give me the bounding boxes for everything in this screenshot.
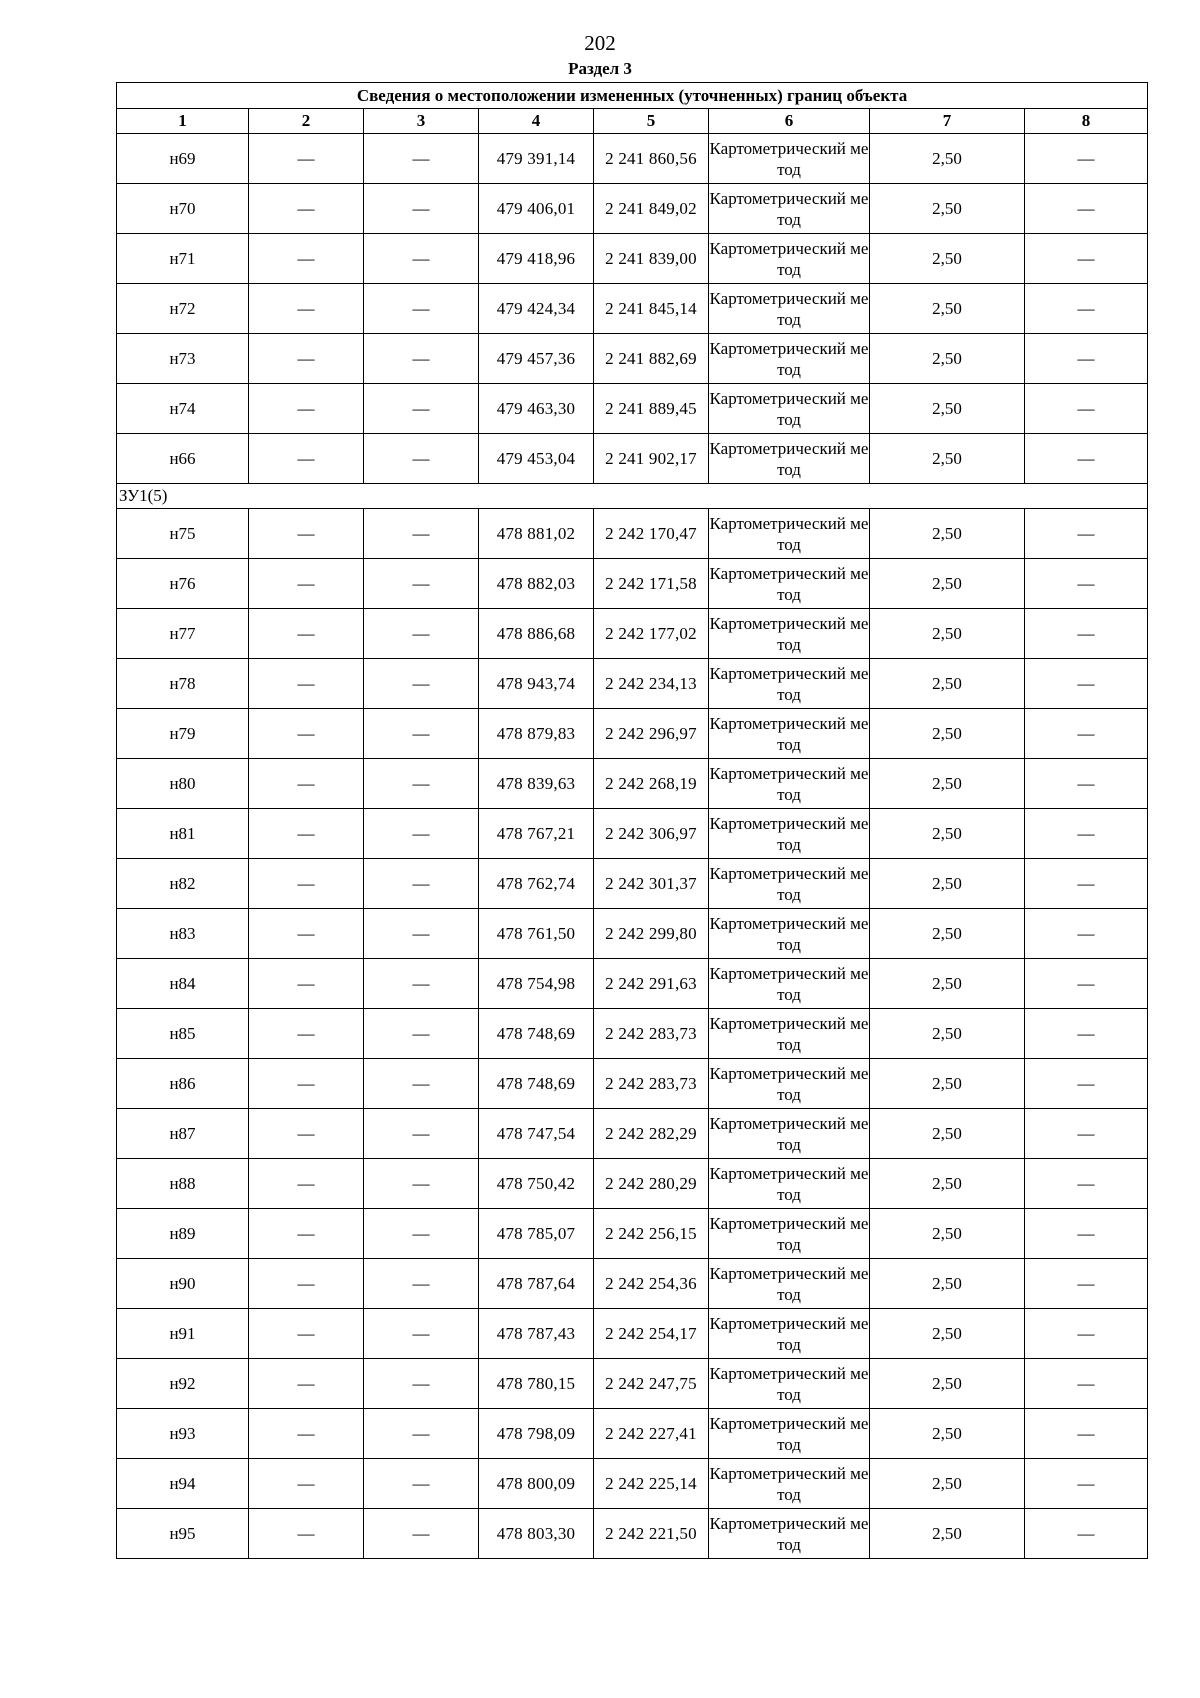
x-coordinate-cell: 478 750,42 — [479, 1159, 594, 1209]
point-number-cell: н84 — [117, 959, 249, 1009]
column-8-cell: — — [1025, 1159, 1148, 1209]
column-2-cell: — — [249, 1159, 364, 1209]
column-8-cell: — — [1025, 709, 1148, 759]
precision-cell: 2,50 — [870, 1209, 1025, 1259]
table-row — [117, 334, 1148, 384]
column-2-cell: — — [249, 959, 364, 1009]
column-2-cell: — — [249, 859, 364, 909]
column-8-cell: — — [1025, 1209, 1148, 1259]
method-cell: Картометрический метод — [709, 1409, 870, 1459]
column-2-cell: — — [249, 1059, 364, 1109]
table-row — [117, 1159, 1148, 1209]
column-8-cell: — — [1025, 1059, 1148, 1109]
point-number-cell: н70 — [117, 184, 249, 234]
x-coordinate-cell: 478 748,69 — [479, 1059, 594, 1109]
precision-cell: 2,50 — [870, 184, 1025, 234]
y-coordinate-cell: 2 241 889,45 — [594, 384, 709, 434]
x-coordinate-cell: 478 879,83 — [479, 709, 594, 759]
column-3-cell: — — [364, 434, 479, 484]
column-2-cell: — — [249, 1509, 364, 1559]
x-coordinate-cell: 478 767,21 — [479, 809, 594, 859]
method-cell: Картометрический метод — [709, 559, 870, 609]
point-number-cell: н76 — [117, 559, 249, 609]
column-3-cell: — — [364, 659, 479, 709]
table-row — [117, 1409, 1148, 1459]
x-coordinate-cell: 478 943,74 — [479, 659, 594, 709]
column-8-cell: — — [1025, 384, 1148, 434]
column-8-cell: — — [1025, 559, 1148, 609]
point-number-cell: н82 — [117, 859, 249, 909]
precision-cell: 2,50 — [870, 284, 1025, 334]
x-coordinate-cell: 478 882,03 — [479, 559, 594, 609]
column-2-cell: — — [249, 509, 364, 559]
method-cell: Картометрический метод — [709, 434, 870, 484]
method-cell: Картометрический метод — [709, 1359, 870, 1409]
column-3-cell: — — [364, 1109, 479, 1159]
x-coordinate-cell: 478 881,02 — [479, 509, 594, 559]
column-8-cell: — — [1025, 184, 1148, 234]
precision-cell: 2,50 — [870, 1309, 1025, 1359]
y-coordinate-cell: 2 242 291,63 — [594, 959, 709, 1009]
method-cell: Картометрический метод — [709, 334, 870, 384]
x-coordinate-cell: 478 754,98 — [479, 959, 594, 1009]
point-number-cell: н88 — [117, 1159, 249, 1209]
y-coordinate-cell: 2 242 171,58 — [594, 559, 709, 609]
x-coordinate-cell: 479 406,01 — [479, 184, 594, 234]
table-row — [117, 759, 1148, 809]
precision-cell: 2,50 — [870, 859, 1025, 909]
column-header-5: 5 — [594, 109, 709, 134]
point-number-cell: н94 — [117, 1459, 249, 1509]
table-row — [117, 1459, 1148, 1509]
x-coordinate-cell: 478 780,15 — [479, 1359, 594, 1409]
y-coordinate-cell: 2 242 227,41 — [594, 1409, 709, 1459]
method-cell: Картометрический метод — [709, 509, 870, 559]
column-3-cell: — — [364, 1209, 479, 1259]
column-8-cell: — — [1025, 509, 1148, 559]
x-coordinate-cell: 479 418,96 — [479, 234, 594, 284]
x-coordinate-cell: 478 798,09 — [479, 1409, 594, 1459]
precision-cell: 2,50 — [870, 1509, 1025, 1559]
point-number-cell: н71 — [117, 234, 249, 284]
group-label: ЗУ1(5) — [117, 484, 1148, 509]
table-row — [117, 1259, 1148, 1309]
method-cell: Картометрический метод — [709, 284, 870, 334]
method-cell: Картометрический метод — [709, 184, 870, 234]
method-cell: Картометрический метод — [709, 759, 870, 809]
precision-cell: 2,50 — [870, 1459, 1025, 1509]
precision-cell: 2,50 — [870, 434, 1025, 484]
column-3-cell: — — [364, 1309, 479, 1359]
point-number-cell: н89 — [117, 1209, 249, 1259]
column-8-cell: — — [1025, 1309, 1148, 1359]
precision-cell: 2,50 — [870, 909, 1025, 959]
page-number: 202 — [584, 31, 616, 55]
table-row — [117, 134, 1148, 184]
table-row — [117, 184, 1148, 234]
group-row — [117, 484, 1148, 509]
point-number-cell: н90 — [117, 1259, 249, 1309]
precision-cell: 2,50 — [870, 334, 1025, 384]
precision-cell: 2,50 — [870, 134, 1025, 184]
column-2-cell: — — [249, 1409, 364, 1459]
y-coordinate-cell: 2 242 221,50 — [594, 1509, 709, 1559]
column-8-cell: — — [1025, 659, 1148, 709]
point-number-cell: н69 — [117, 134, 249, 184]
method-cell: Картометрический метод — [709, 1309, 870, 1359]
point-number-cell: н77 — [117, 609, 249, 659]
column-2-cell: — — [249, 134, 364, 184]
method-cell: Картометрический метод — [709, 1059, 870, 1109]
point-number-cell: н66 — [117, 434, 249, 484]
column-3-cell: — — [364, 809, 479, 859]
y-coordinate-cell: 2 242 280,29 — [594, 1159, 709, 1209]
precision-cell: 2,50 — [870, 234, 1025, 284]
table-row — [117, 1309, 1148, 1359]
x-coordinate-cell: 478 800,09 — [479, 1459, 594, 1509]
precision-cell: 2,50 — [870, 659, 1025, 709]
method-cell: Картометрический метод — [709, 609, 870, 659]
column-8-cell: — — [1025, 1509, 1148, 1559]
column-8-cell: — — [1025, 434, 1148, 484]
column-2-cell: — — [249, 759, 364, 809]
column-2-cell: — — [249, 334, 364, 384]
table-row — [117, 709, 1148, 759]
column-3-cell: — — [364, 1359, 479, 1409]
column-2-cell: — — [249, 609, 364, 659]
column-3-cell: — — [364, 184, 479, 234]
column-8-cell: — — [1025, 759, 1148, 809]
y-coordinate-cell: 2 241 845,14 — [594, 284, 709, 334]
column-3-cell: — — [364, 234, 479, 284]
column-3-cell: — — [364, 134, 479, 184]
column-2-cell: — — [249, 1109, 364, 1159]
column-2-cell: — — [249, 284, 364, 334]
column-3-cell: — — [364, 759, 479, 809]
column-3-cell: — — [364, 1409, 479, 1459]
column-8-cell: — — [1025, 1409, 1148, 1459]
column-8-cell: — — [1025, 234, 1148, 284]
point-number-cell: н87 — [117, 1109, 249, 1159]
column-2-cell: — — [249, 1259, 364, 1309]
table-row — [117, 559, 1148, 609]
precision-cell: 2,50 — [870, 1359, 1025, 1409]
x-coordinate-cell: 478 803,30 — [479, 1509, 594, 1559]
x-coordinate-cell: 479 457,36 — [479, 334, 594, 384]
column-2-cell: — — [249, 184, 364, 234]
column-8-cell: — — [1025, 859, 1148, 909]
column-8-cell: — — [1025, 959, 1148, 1009]
column-3-cell: — — [364, 334, 479, 384]
precision-cell: 2,50 — [870, 1159, 1025, 1209]
column-8-cell: — — [1025, 334, 1148, 384]
precision-cell: 2,50 — [870, 1259, 1025, 1309]
y-coordinate-cell: 2 242 306,97 — [594, 809, 709, 859]
column-8-cell: — — [1025, 1459, 1148, 1509]
method-cell: Картометрический метод — [709, 909, 870, 959]
column-2-cell: — — [249, 1309, 364, 1359]
y-coordinate-cell: 2 242 282,29 — [594, 1109, 709, 1159]
method-cell: Картометрический метод — [709, 384, 870, 434]
x-coordinate-cell: 478 747,54 — [479, 1109, 594, 1159]
y-coordinate-cell: 2 242 283,73 — [594, 1009, 709, 1059]
column-header-2: 2 — [249, 109, 364, 134]
column-header-1: 1 — [117, 109, 249, 134]
precision-cell: 2,50 — [870, 759, 1025, 809]
column-header-6: 6 — [709, 109, 870, 134]
section-title: Раздел 3 — [568, 59, 632, 78]
column-8-cell: — — [1025, 134, 1148, 184]
point-number-cell: н93 — [117, 1409, 249, 1459]
y-coordinate-cell: 2 242 177,02 — [594, 609, 709, 659]
method-cell: Картометрический метод — [709, 234, 870, 284]
point-number-cell: н80 — [117, 759, 249, 809]
x-coordinate-cell: 478 785,07 — [479, 1209, 594, 1259]
table-row — [117, 1109, 1148, 1159]
precision-cell: 2,50 — [870, 559, 1025, 609]
point-number-cell: н72 — [117, 284, 249, 334]
column-3-cell: — — [364, 284, 479, 334]
y-coordinate-cell: 2 241 882,69 — [594, 334, 709, 384]
column-3-cell: — — [364, 1009, 479, 1059]
column-3-cell: — — [364, 559, 479, 609]
column-2-cell: — — [249, 434, 364, 484]
precision-cell: 2,50 — [870, 709, 1025, 759]
x-coordinate-cell: 479 453,04 — [479, 434, 594, 484]
column-2-cell: — — [249, 1359, 364, 1409]
column-8-cell: — — [1025, 1109, 1148, 1159]
column-2-cell: — — [249, 1009, 364, 1059]
y-coordinate-cell: 2 242 296,97 — [594, 709, 709, 759]
column-8-cell: — — [1025, 1009, 1148, 1059]
column-3-cell: — — [364, 959, 479, 1009]
point-number-cell: н74 — [117, 384, 249, 434]
precision-cell: 2,50 — [870, 1009, 1025, 1059]
method-cell: Картометрический метод — [709, 134, 870, 184]
column-3-cell: — — [364, 509, 479, 559]
method-cell: Картометрический метод — [709, 1209, 870, 1259]
column-8-cell: — — [1025, 809, 1148, 859]
table-row — [117, 809, 1148, 859]
table-row — [117, 509, 1148, 559]
point-number-cell: н86 — [117, 1059, 249, 1109]
y-coordinate-cell: 2 242 234,13 — [594, 659, 709, 709]
precision-cell: 2,50 — [870, 1109, 1025, 1159]
column-8-cell: — — [1025, 284, 1148, 334]
y-coordinate-cell: 2 241 902,17 — [594, 434, 709, 484]
column-2-cell: — — [249, 384, 364, 434]
precision-cell: 2,50 — [870, 384, 1025, 434]
table-row — [117, 1009, 1148, 1059]
y-coordinate-cell: 2 241 860,56 — [594, 134, 709, 184]
table-caption: Сведения о местоположении измененных (уточненных) границ объекта — [117, 83, 1148, 109]
column-2-cell: — — [249, 1459, 364, 1509]
method-cell: Картометрический метод — [709, 959, 870, 1009]
column-3-cell: — — [364, 909, 479, 959]
method-cell: Картометрический метод — [709, 709, 870, 759]
coordinates-table — [116, 82, 1148, 1559]
table-header-row — [117, 109, 1148, 134]
precision-cell: 2,50 — [870, 509, 1025, 559]
method-cell: Картометрический метод — [709, 1259, 870, 1309]
x-coordinate-cell: 478 839,63 — [479, 759, 594, 809]
column-2-cell: — — [249, 659, 364, 709]
table-row — [117, 909, 1148, 959]
y-coordinate-cell: 2 242 254,17 — [594, 1309, 709, 1359]
x-coordinate-cell: 478 787,64 — [479, 1259, 594, 1309]
column-8-cell: — — [1025, 909, 1148, 959]
method-cell: Картометрический метод — [709, 1109, 870, 1159]
precision-cell: 2,50 — [870, 609, 1025, 659]
point-number-cell: н78 — [117, 659, 249, 709]
point-number-cell: н95 — [117, 1509, 249, 1559]
table-row — [117, 1509, 1148, 1559]
x-coordinate-cell: 478 886,68 — [479, 609, 594, 659]
table-row — [117, 384, 1148, 434]
table-row — [117, 959, 1148, 1009]
column-2-cell: — — [249, 559, 364, 609]
column-2-cell: — — [249, 909, 364, 959]
x-coordinate-cell: 478 748,69 — [479, 1009, 594, 1059]
method-cell: Картометрический метод — [709, 659, 870, 709]
column-header-4: 4 — [479, 109, 594, 134]
precision-cell: 2,50 — [870, 809, 1025, 859]
x-coordinate-cell: 479 463,30 — [479, 384, 594, 434]
table-row — [117, 659, 1148, 709]
point-number-cell: н85 — [117, 1009, 249, 1059]
point-number-cell: н92 — [117, 1359, 249, 1409]
method-cell: Картометрический метод — [709, 1159, 870, 1209]
column-2-cell: — — [249, 1209, 364, 1259]
table-row — [117, 859, 1148, 909]
precision-cell: 2,50 — [870, 1409, 1025, 1459]
point-number-cell: н81 — [117, 809, 249, 859]
column-8-cell: — — [1025, 1359, 1148, 1409]
table-caption-row — [117, 83, 1148, 109]
table-row — [117, 234, 1148, 284]
x-coordinate-cell: 479 391,14 — [479, 134, 594, 184]
column-2-cell: — — [249, 234, 364, 284]
point-number-cell: н91 — [117, 1309, 249, 1359]
y-coordinate-cell: 2 241 839,00 — [594, 234, 709, 284]
table-row — [117, 284, 1148, 334]
column-8-cell: — — [1025, 609, 1148, 659]
point-number-cell: н73 — [117, 334, 249, 384]
y-coordinate-cell: 2 242 299,80 — [594, 909, 709, 959]
method-cell: Картометрический метод — [709, 1459, 870, 1509]
y-coordinate-cell: 2 241 849,02 — [594, 184, 709, 234]
y-coordinate-cell: 2 242 225,14 — [594, 1459, 709, 1509]
point-number-cell: н75 — [117, 509, 249, 559]
x-coordinate-cell: 479 424,34 — [479, 284, 594, 334]
table-row — [117, 434, 1148, 484]
method-cell: Картометрический метод — [709, 1509, 870, 1559]
table-row — [117, 609, 1148, 659]
point-number-cell: н79 — [117, 709, 249, 759]
table-row — [117, 1059, 1148, 1109]
y-coordinate-cell: 2 242 254,36 — [594, 1259, 709, 1309]
y-coordinate-cell: 2 242 268,19 — [594, 759, 709, 809]
column-8-cell: — — [1025, 1259, 1148, 1309]
precision-cell: 2,50 — [870, 1059, 1025, 1109]
column-2-cell: — — [249, 709, 364, 759]
precision-cell: 2,50 — [870, 959, 1025, 1009]
column-3-cell: — — [364, 1159, 479, 1209]
point-number-cell: н83 — [117, 909, 249, 959]
x-coordinate-cell: 478 787,43 — [479, 1309, 594, 1359]
column-3-cell: — — [364, 384, 479, 434]
y-coordinate-cell: 2 242 301,37 — [594, 859, 709, 909]
y-coordinate-cell: 2 242 170,47 — [594, 509, 709, 559]
column-2-cell: — — [249, 809, 364, 859]
table-row — [117, 1359, 1148, 1409]
column-3-cell: — — [364, 1059, 479, 1109]
y-coordinate-cell: 2 242 283,73 — [594, 1059, 709, 1109]
method-cell: Картометрический метод — [709, 809, 870, 859]
table-row — [117, 1209, 1148, 1259]
y-coordinate-cell: 2 242 256,15 — [594, 1209, 709, 1259]
method-cell: Картометрический метод — [709, 1009, 870, 1059]
column-header-8: 8 — [1025, 109, 1148, 134]
table-body — [117, 83, 1148, 1559]
column-header-3: 3 — [364, 109, 479, 134]
method-cell: Картометрический метод — [709, 859, 870, 909]
column-3-cell: — — [364, 1509, 479, 1559]
column-3-cell: — — [364, 1459, 479, 1509]
column-header-7: 7 — [870, 109, 1025, 134]
column-3-cell: — — [364, 859, 479, 909]
column-3-cell: — — [364, 609, 479, 659]
x-coordinate-cell: 478 762,74 — [479, 859, 594, 909]
column-3-cell: — — [364, 709, 479, 759]
y-coordinate-cell: 2 242 247,75 — [594, 1359, 709, 1409]
x-coordinate-cell: 478 761,50 — [479, 909, 594, 959]
column-3-cell: — — [364, 1259, 479, 1309]
